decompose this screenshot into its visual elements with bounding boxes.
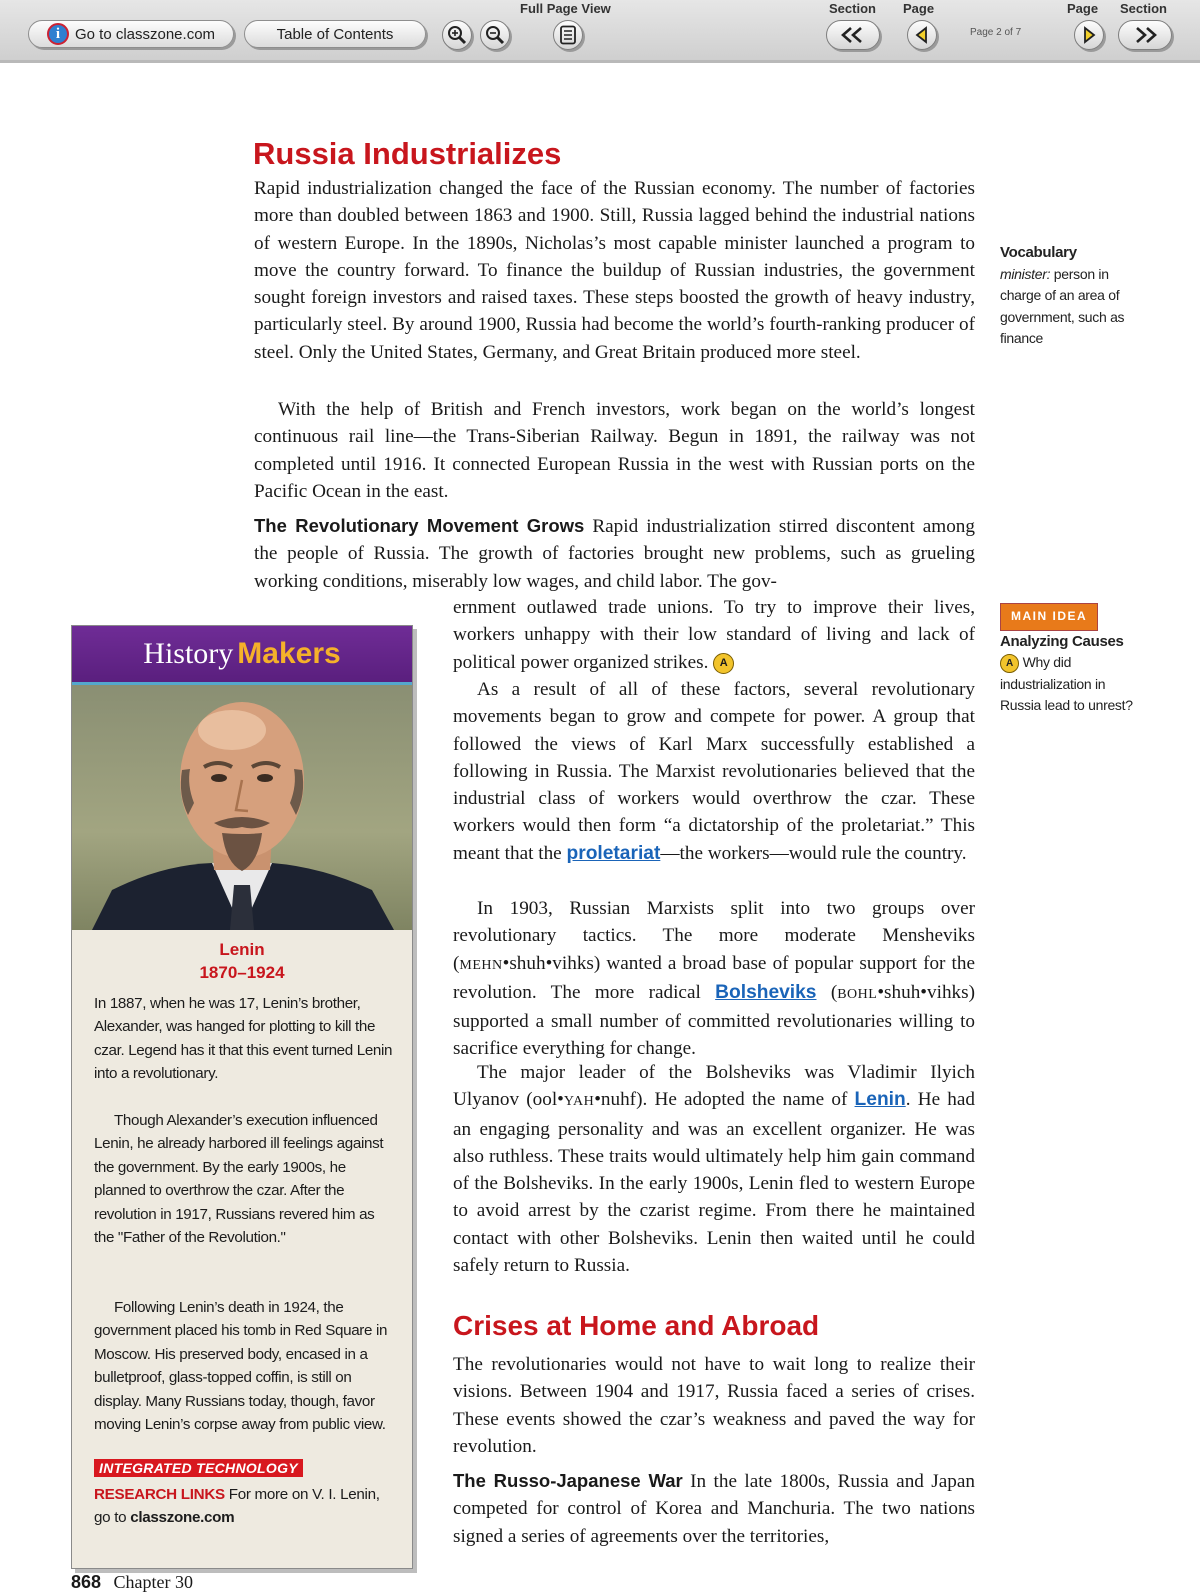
section-label-right: Section [1120,1,1167,16]
previous-page-button[interactable] [907,20,937,50]
next-section-button[interactable] [1118,20,1172,50]
paragraph-4-pre: As a result of all of these factors, several revolutionary movements began to grow and compete for power. A group that followed the views of Karl Marx successfully established a following in Russia. The Marxist revolutionaries believed that the industrial class of workers would overthrow the czar. These workers would then form “a dictatorship of the proletariat.” This meant that the [453,679,975,864]
section-label-left: Section [829,1,876,16]
main-idea-title: Analyzing Causes [1000,632,1124,650]
subheading-russo-japanese-war: The Russo-Japanese War [453,1470,683,1491]
term-lenin[interactable]: Lenin [854,1089,906,1111]
term-bolsheviks[interactable]: Bolsheviks [715,981,817,1003]
paragraph-4-post: —the workers—would rule the country. [660,842,967,864]
pronunciation-mehn: MEHN [459,957,503,973]
page-label-left: Page [903,1,935,16]
main-idea-question: Why did industrialization in Russia lead to unrest? [1000,654,1133,713]
subheading-revolutionary-movement: The Revolutionary Movement Grows [254,515,585,536]
lenin-portrait-illustration [72,685,412,930]
table-of-contents-button[interactable] [244,20,426,48]
page-label-right: Page [1067,1,1099,16]
integrated-technology-label: INTEGRATED TECHNOLOGY [94,1459,303,1477]
main-idea-note [1000,603,1140,717]
paragraph-5-post: •shuh•vihks) supported a small number of committed revolutionaries willing to sacrifice everything for change. [453,981,975,1060]
zoom-out-button[interactable] [480,20,510,50]
zoom-out-icon [484,24,506,46]
double-chevron-left-icon [836,25,870,45]
history-makers-paragraph-3: Following Lenin’s death in 1924, the government placed his tomb in Red Square in Moscow. His preserved body, encased in a bulletproof, glass-topped coffin, is still on display. Many Russians today, though, favor moving Lenin’s corpse away from public view. [94,1299,388,1434]
history-maker-name: Lenin [219,940,265,959]
paragraph-6-post: . He had an engaging personality and was an excellent organizer. He was also ruthless. These traits would ultimately help him gain command of the Bolsheviks. In the early 1900s, Lenin fled to western Europe to avoid arrest by the czarist regime. From there he maintained contact with other Bolsheviks. Lenin then waited until he could safely return to Russia. [453,1089,975,1277]
vocabulary-definition: person in charge of an area of government, such as finance [1000,265,1125,346]
toc-label: Table of Contents [276,25,394,43]
vocabulary-title: Vocabulary [1000,244,1077,261]
history-maker-dates: 1870–1924 [199,963,285,982]
full-page-view-button[interactable] [553,20,583,50]
paragraph-5-mid: •shuh•vihks) wanted a broad base of popular support for the revolution. The more radical [453,952,975,1003]
pronunciation-yah: YAH [563,1094,595,1110]
paragraph-3a-text: Rapid industrialization stirred discontent among the people of Russia. The growth of factories brought new problems, such as grueling working conditions, miserably low wages, and child labor. The gov- [254,516,975,592]
paragraph-3b [453,594,975,676]
research-links-text: For more on V. I. Lenin, go to [94,1486,380,1527]
paragraph-8-text: In the late 1800s, Russia and Japan competed for control of Korea and Manchuria. The two nations signed a series of agreements over the territories, [453,1471,975,1547]
pronunciation-bohl: BOHL [837,986,878,1002]
triangle-right-icon [1081,26,1097,44]
page-footer [71,1572,193,1593]
paragraph-3b-text: ernment outlawed trade unions. To try to improve their lives, workers unhappy with their low standard of living and lack of political power organized strikes. [453,597,975,673]
paragraph-5 [453,895,975,1063]
paragraph-6-mid: •nuhf). He adopted the name of [594,1089,848,1111]
paragraph-8 [453,1467,975,1550]
paragraph-5-open: ( [830,981,838,1003]
viewer-toolbar [0,0,1200,63]
paragraph-4 [453,676,975,867]
research-links-site[interactable]: classzone.com [130,1509,235,1527]
double-chevron-right-icon [1128,25,1162,45]
info-icon: i [47,23,69,45]
chapter-label: Chapter 30 [113,1572,194,1592]
heading-crises-at-home-and-abroad: Crises at Home and Abroad [453,1310,820,1341]
page-indicator: Page 2 of 7 [970,27,1022,38]
zoom-in-icon [446,24,468,46]
triangle-left-icon [914,26,930,44]
previous-section-button[interactable] [826,20,880,50]
research-links [94,1483,394,1530]
history-makers-paragraph-1: In 1887, when he was 17, Lenin’s brother, Alexander, was hanged for plotting to kill the czar. Legend has it that this event turned Lenin into a revolutionary. [94,995,393,1083]
paragraph-2: With the help of British and French investors, work began on the world’s longest continuous rail line—the Trans-Siberian Railway. Begun in 1891, the railway was not completed until 1916. It connected European Russia in the west with Russian ports on the Pacific Ocean in the east. [254,399,975,502]
page-number: 868 [71,1572,102,1592]
classzone-label: Go to classzone.com [74,25,216,43]
paragraph-1: Rapid industrialization changed the face of the Russian economy. The number of factories more than doubled between 1863 and 1900. Still, Russia lagged behind the industrial nations of western Europe. In the 1890s, Nicholas’s most capable minister launched a program to move the country forward. To finance the buildup of Russian industries, the government sought foreign investors and raised taxes. These steps boosted the growth of heavy industry, particularly steel. By around 1900, Russia had become the world’s fourth-ranking producer of steel. Only the United States, Germany, and Great Britain produced more steel. [254,178,975,363]
main-idea-a-badge[interactable]: A [713,653,734,674]
history-makers-header [72,626,412,685]
main-idea-tag: MAIN IDEA [1000,603,1098,631]
paragraph-7: The revolutionaries would not have to wait long to realize their visions. Between 1904 and 1917, Russia faced a series of crises. These events showed the czar’s weakness and paved the way for revolution. [453,1354,975,1457]
paragraph-6-pre: The major leader of the Bolsheviks was Vladimir Ilyich Ulyanov (ool• [453,1062,975,1111]
classzone-button[interactable] [28,20,234,48]
research-links-label: RESEARCH LINKS [94,1486,225,1503]
history-makers-paragraph-2: Though Alexander’s execution influenced Lenin, he already harbored ill feelings against the government. By the early 1900s, he planned to overthrow the czar. After the revolution in 1917, Russians revered him as the "Father of the Revolution." [94,1112,384,1247]
lenin-portrait [72,685,412,930]
term-proletariat[interactable]: proletariat [566,842,661,864]
heading-russia-industrializes: Russia Industrializes [253,136,562,171]
paragraph-5-pre: In 1903, Russian Marxists split into two groups over revolutionary tactics. The more moderate Mensheviks ( [453,898,975,974]
vocabulary-term: minister: [1000,265,1051,282]
paragraph-3a [254,512,975,595]
page-view-icon [559,25,577,45]
paragraph-6 [453,1059,975,1279]
next-page-button[interactable] [1074,20,1104,50]
history-makers-box [71,625,413,1569]
history-makers-title-makers: Makers [237,637,341,670]
history-makers-title-history: History [143,637,234,670]
vocabulary-note [1000,242,1140,350]
full-page-view-label: Full Page View [520,1,611,16]
zoom-in-button[interactable] [442,20,472,50]
main-idea-question-badge: A [1000,654,1019,673]
